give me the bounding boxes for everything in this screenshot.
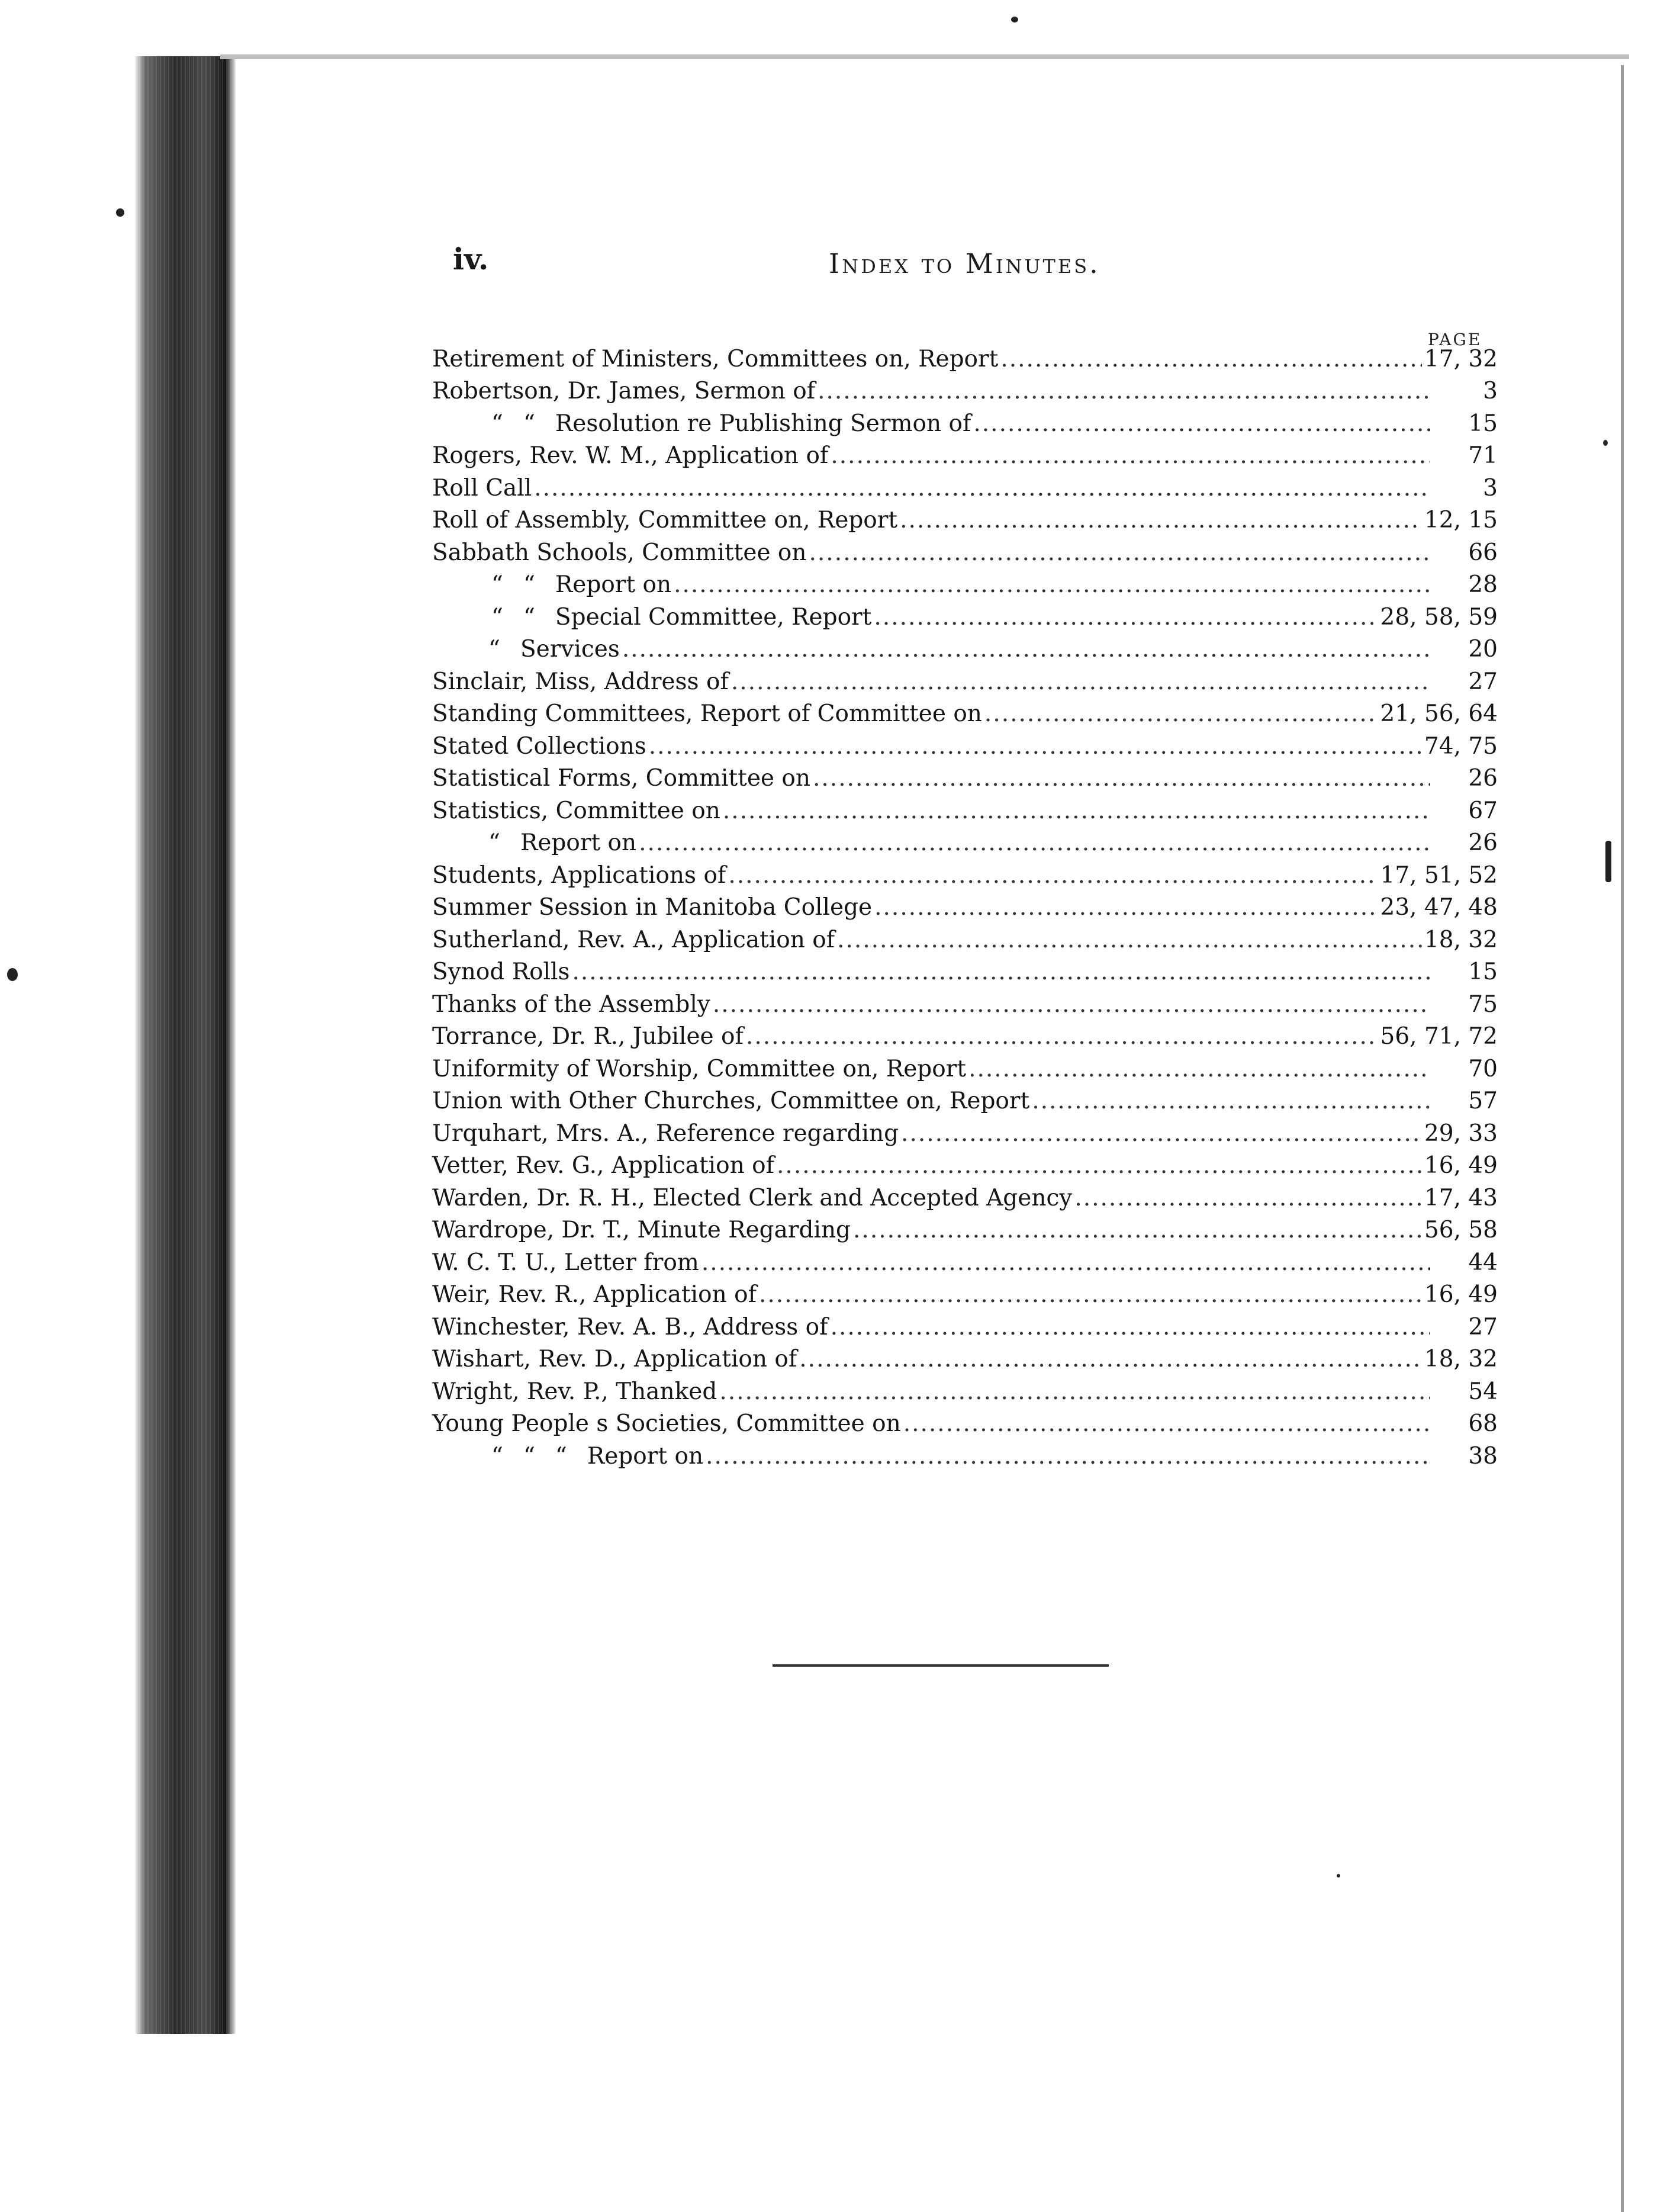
leader-dots <box>831 442 1430 470</box>
leader-dots <box>984 700 1378 728</box>
entry-label <box>432 894 872 921</box>
leader-dots <box>534 475 1430 502</box>
ditto-mark: “ <box>523 571 535 598</box>
entry-text: Wright, Rev. P., Thanked <box>432 1378 717 1405</box>
entry-pages: 12, 15 <box>1424 507 1498 533</box>
index-entry <box>432 631 1498 664</box>
leader-dots <box>572 959 1430 986</box>
entry-label <box>432 539 807 567</box>
entry-text: Report on <box>520 830 637 856</box>
entry-label <box>432 1410 901 1438</box>
entry-text: Synod Rolls <box>432 959 570 985</box>
page-column-label: PAGE <box>1428 330 1482 349</box>
entry-label <box>432 991 710 1018</box>
entry-pages: 18, 32 <box>1424 926 1498 953</box>
entry-pages: 15 <box>1468 959 1498 985</box>
leader-dots <box>799 1346 1422 1373</box>
entry-label <box>432 1152 774 1179</box>
scan-speck <box>1605 841 1611 882</box>
entry-text: Union with Other Churches, Committee on, Report <box>432 1088 1030 1114</box>
index-entry <box>432 438 1498 470</box>
leader-dots <box>719 1378 1430 1406</box>
entry-pages: 28, 58, 59 <box>1380 603 1498 631</box>
page-top-edge <box>220 54 1629 59</box>
leader-dots <box>649 733 1422 760</box>
entry-text: Roll Call <box>432 474 532 501</box>
entry-pages: 57 <box>1468 1088 1498 1114</box>
entry-pages: 44 <box>1468 1249 1498 1276</box>
index-entry <box>432 470 1498 502</box>
entry-pages: 68 <box>1468 1410 1498 1437</box>
entry-label <box>432 507 897 534</box>
index-entry <box>432 1308 1498 1341</box>
entry-text: Torrance, Dr. R., Jubilee of <box>432 1023 744 1050</box>
entry-text: Retirement of Ministers, Committees on, Report <box>432 345 999 372</box>
entry-text: Vetter, Rev. G., Application of <box>432 1152 775 1179</box>
entry-text: Thanks of the Assembly <box>432 991 710 1018</box>
index-entry <box>432 599 1498 631</box>
entry-text: Winchester, Rev. A. B., Address of <box>432 1313 828 1340</box>
ditto-mark: “ <box>555 1442 567 1470</box>
index-entry <box>432 986 1498 1018</box>
entry-text: Statistical Forms, Committee on <box>432 765 811 792</box>
leader-dots <box>639 830 1430 857</box>
entry-pages: 23, 47, 48 <box>1380 894 1498 921</box>
index-entry <box>432 1212 1498 1245</box>
index-entry <box>432 1244 1498 1277</box>
index-entry <box>432 696 1498 728</box>
entry-label <box>432 700 982 728</box>
entry-pages: 16, 49 <box>1424 1281 1498 1308</box>
entry-text: Uniformity of Worship, Committee on, Report <box>432 1055 967 1082</box>
entry-pages: 26 <box>1468 830 1498 856</box>
entry-text: Standing Committees, Report of Committee on <box>432 700 982 727</box>
entry-pages: 3 <box>1483 378 1498 404</box>
entry-text: W. C. T. U., Letter from <box>432 1249 699 1276</box>
entry-label <box>432 442 828 470</box>
leader-dots <box>903 1410 1430 1438</box>
next-page-edge <box>1621 65 1624 2212</box>
scan-speck <box>1603 440 1608 446</box>
entry-pages: 70 <box>1468 1055 1498 1082</box>
index-entry <box>432 502 1498 535</box>
entry-pages: 27 <box>1468 668 1498 695</box>
entry-pages: 15 <box>1468 410 1498 437</box>
entry-label <box>432 1185 1072 1212</box>
index-entry <box>432 825 1498 857</box>
entry-label <box>432 1056 966 1083</box>
entry-pages: 54 <box>1468 1378 1498 1405</box>
index-entry <box>432 792 1498 825</box>
index-entry <box>432 1050 1498 1083</box>
index-entry <box>432 1083 1498 1115</box>
leader-dots <box>818 378 1430 405</box>
entry-label <box>432 475 532 502</box>
entry-text: Warden, Dr. R. H., Elected Clerk and Accepted Agency <box>432 1184 1073 1211</box>
leader-dots <box>731 668 1430 696</box>
entry-pages: 17, 43 <box>1424 1184 1498 1211</box>
leader-dots <box>1074 1185 1422 1212</box>
entry-text: Resolution re Publishing Sermon of <box>555 410 971 437</box>
entry-text: Report on <box>587 1442 704 1470</box>
entry-pages: 67 <box>1468 797 1498 824</box>
entry-text: Urquhart, Mrs. A., Reference regarding <box>432 1120 899 1147</box>
scan-speck <box>116 208 124 217</box>
entry-text: Summer Session in Manitoba College <box>432 894 873 921</box>
entry-text: Rogers, Rev. W. M., Application of <box>432 442 829 469</box>
entry-pages: 71 <box>1468 442 1498 469</box>
entry-text: Report on <box>555 571 672 598</box>
entry-label <box>432 1443 703 1470</box>
entry-text: Sabbath Schools, Committee on <box>432 539 807 566</box>
entry-label <box>432 410 971 438</box>
index-entry <box>432 1373 1498 1406</box>
ditto-mark: “ <box>491 410 503 437</box>
index-entry <box>432 534 1498 567</box>
index-entry <box>432 857 1498 889</box>
entry-pages: 28 <box>1468 571 1498 598</box>
leader-dots <box>723 798 1430 825</box>
leader-dots <box>674 571 1430 599</box>
entry-pages: 66 <box>1468 539 1498 566</box>
index-entry <box>432 889 1498 922</box>
entry-label <box>432 1378 717 1406</box>
leader-dots <box>813 765 1430 792</box>
entry-label <box>432 346 998 373</box>
index-entry <box>432 921 1498 954</box>
leader-dots <box>1032 1088 1430 1115</box>
ditto-mark: “ <box>523 603 535 631</box>
entry-label <box>432 1346 797 1373</box>
entry-label <box>432 862 726 889</box>
entry-text: Wardrope, Dr. T., Minute Regarding <box>432 1217 851 1243</box>
index-entry <box>432 760 1498 793</box>
entry-text: Stated Collections <box>432 732 646 760</box>
entry-text: Weir, Rev. R., Application of <box>432 1281 757 1308</box>
ditto-mark: “ <box>488 636 500 663</box>
running-head: Index to Minutes. <box>829 247 1100 279</box>
leader-dots <box>713 991 1430 1018</box>
entry-label <box>432 733 646 760</box>
leader-dots <box>853 1217 1422 1244</box>
entry-text: Services <box>520 636 620 663</box>
index-entry <box>432 1277 1498 1309</box>
entry-pages: 16, 49 <box>1424 1152 1498 1179</box>
entry-label <box>432 927 835 954</box>
entry-text: Wishart, Rev. D., Application of <box>432 1346 797 1372</box>
entry-text: Roll of Assembly, Committee on, Report <box>432 507 898 533</box>
entry-pages: 3 <box>1483 474 1498 501</box>
leader-dots <box>968 1056 1430 1083</box>
entry-label <box>432 765 810 792</box>
entry-text: Sinclair, Miss, Address of <box>432 668 729 695</box>
entry-label <box>432 1088 1029 1115</box>
entry-pages: 18, 32 <box>1424 1346 1498 1372</box>
entry-text: Statistics, Committee on <box>432 797 720 824</box>
entry-pages: 26 <box>1468 765 1498 792</box>
entry-pages: 56, 71, 72 <box>1380 1023 1498 1050</box>
index-entry <box>432 728 1498 760</box>
leader-dots <box>874 604 1378 631</box>
entry-label <box>432 571 671 599</box>
entry-pages: 74, 75 <box>1424 732 1498 760</box>
ditto-mark: “ <box>491 1442 503 1470</box>
entry-pages: 17, 32 <box>1424 345 1498 372</box>
leader-dots <box>759 1281 1422 1308</box>
index-entry <box>432 567 1498 599</box>
leader-dots <box>706 1443 1430 1470</box>
leader-dots <box>973 410 1430 438</box>
scan-speck <box>1337 1874 1340 1877</box>
leader-dots <box>1000 346 1422 373</box>
index-entry <box>432 954 1498 986</box>
entry-pages: 75 <box>1468 991 1498 1018</box>
entry-text: Special Committee, Report <box>555 603 872 631</box>
leader-dots <box>701 1249 1430 1277</box>
index-entry <box>432 1406 1498 1438</box>
leader-dots <box>728 862 1378 889</box>
entry-pages: 27 <box>1468 1313 1498 1340</box>
index-entries <box>432 340 1498 1470</box>
entry-label <box>432 1281 757 1308</box>
index-entry <box>432 1115 1498 1147</box>
leader-dots <box>809 539 1430 567</box>
ditto-mark: “ <box>488 830 500 856</box>
index-entry <box>432 1341 1498 1374</box>
entry-label <box>432 378 815 405</box>
book-spine-pages <box>135 56 236 2034</box>
entry-label <box>432 1023 744 1050</box>
leader-dots <box>901 1120 1422 1147</box>
entry-label <box>432 1314 828 1341</box>
entry-pages: 38 <box>1468 1442 1498 1470</box>
index-entry <box>432 340 1498 373</box>
entry-pages: 29, 33 <box>1424 1120 1498 1147</box>
index-entry <box>432 663 1498 696</box>
entry-label <box>432 830 636 857</box>
entry-pages: 21, 56, 64 <box>1380 700 1498 727</box>
ditto-mark: “ <box>523 410 535 437</box>
end-rule <box>773 1664 1109 1667</box>
ditto-mark: “ <box>523 1442 535 1470</box>
entry-text: Robertson, Dr. James, Sermon of <box>432 378 816 404</box>
leader-dots <box>746 1023 1378 1050</box>
index-entry <box>432 1018 1498 1051</box>
index-entry <box>432 1179 1498 1212</box>
entry-text: Students, Applications of <box>432 861 726 889</box>
ditto-mark: “ <box>491 603 503 631</box>
leader-dots <box>777 1152 1422 1179</box>
entry-label <box>432 604 871 631</box>
index-entry <box>432 373 1498 406</box>
entry-pages: 56, 58 <box>1424 1217 1498 1243</box>
entry-pages: 17, 51, 52 <box>1380 861 1498 889</box>
entry-label <box>432 1217 851 1244</box>
leader-dots <box>900 507 1422 534</box>
scan-speck <box>7 968 18 981</box>
entry-text: Sutherland, Rev. A., Application of <box>432 926 835 953</box>
leader-dots <box>837 927 1422 954</box>
entry-label <box>432 1249 699 1277</box>
index-entry <box>432 405 1498 438</box>
entry-label <box>432 668 729 696</box>
scan-speck <box>1011 17 1018 22</box>
leader-dots <box>622 636 1430 663</box>
entry-label <box>432 1120 899 1147</box>
entry-label <box>432 636 620 663</box>
entry-text: Young People s Societies, Committee on <box>432 1410 901 1437</box>
entry-label <box>432 798 720 825</box>
entry-label <box>432 959 570 986</box>
leader-dots <box>831 1314 1430 1341</box>
page-number: iv. <box>453 242 489 276</box>
leader-dots <box>874 894 1378 921</box>
index-entry <box>432 1438 1498 1470</box>
ditto-mark: “ <box>491 571 503 598</box>
entry-pages: 20 <box>1468 636 1498 663</box>
index-entry <box>432 1147 1498 1180</box>
